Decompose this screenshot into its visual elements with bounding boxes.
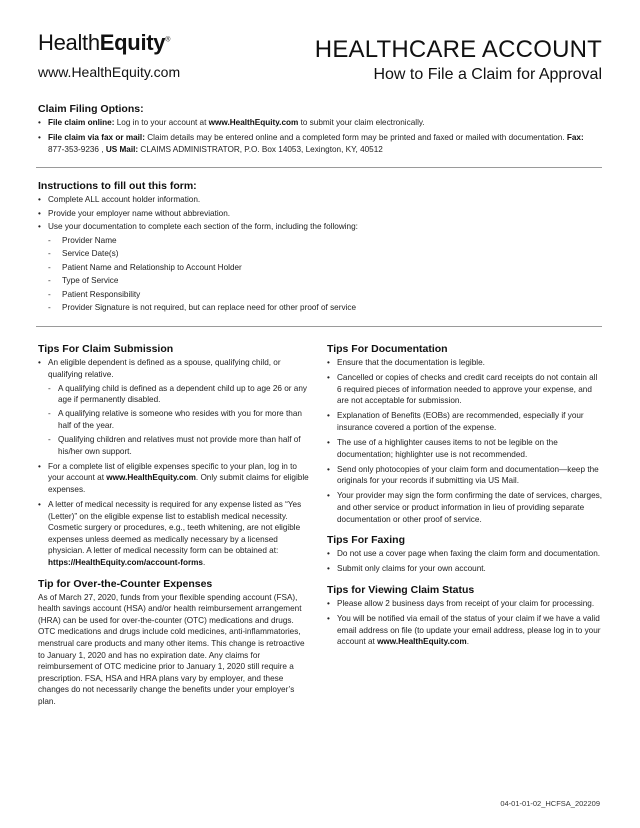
left-column xyxy=(38,343,310,708)
list-item: • A letter of medical necessity is required for any expense listed as “Yes (Letter)” on the eligible expense list to establish medical necessity. Cosmetic surgery or procedures, e.g., teeth whitening, are not eligible expenses unless deemed as medically necessary by a licensed physician. A letter of medical necessity form can be obtained at: https://HealthEquity.com/account-forms. xyxy=(38,499,310,569)
list-item: • Complete ALL account holder information. xyxy=(38,193,598,207)
page-subtitle: How to File a Claim for Approval xyxy=(373,66,602,83)
status-link: www.HealthEquity.com xyxy=(377,637,467,647)
claim-options-heading: Claim Filing Options: xyxy=(38,103,144,115)
list-item: • Send only photocopies of your claim form and documentation—keep the originals for your records if submitting via US Mail. xyxy=(327,464,602,487)
tips-fax-heading: Tips For Faxing xyxy=(327,534,405,547)
form-code: 04-01-01-02_HCFSA_202209 xyxy=(500,799,600,808)
fax-number: 877-353-9236 , xyxy=(48,144,104,154)
list-item: • Do not use a cover page when faxing the claim form and documentation. xyxy=(327,548,602,560)
field-item: - Provider Signature is not required, but can replace need for other proof of service xyxy=(38,301,598,315)
list-item: - A qualifying child is defined as a dependent child up to age 26 or any age if permanently disabled. xyxy=(38,383,310,406)
account-forms-link: https://HealthEquity.com/account-forms xyxy=(48,558,203,567)
tips-docs-heading: Tips For Documentation xyxy=(327,343,448,355)
instructions-section xyxy=(38,180,598,315)
field-item: - Service Date(s) xyxy=(38,247,598,261)
tips-status-heading: Tips for Viewing Claim Status xyxy=(327,583,475,596)
file-fax-mail-item: • File claim via fax or mail: Claim details may be entered online and a completed form may be printed and faxed or mailed with documentation. Fax: 877-353-9236 , US Mail: CLAIMS ADMINISTRATOR, P.O. Box 14053, Lexington, KY, 40512 xyxy=(38,132,598,155)
list-item: • The use of a highlighter causes items to not be legible on the documentation; highlighter use is not recommended. xyxy=(327,437,602,460)
mail-address: CLAIMS ADMINISTRATOR, P.O. Box 14053, Lexington, KY, 40512 xyxy=(140,144,383,154)
list-item: • For a complete list of eligible expenses specific to your plan, log in to your account at www.HealthEquity.com. Only submit claims for eligible expenses. xyxy=(38,461,310,496)
field-item: - Provider Name xyxy=(38,234,598,248)
file-online-item: • File claim online: Log in to your account at www.HealthEquity.com to submit your claim electronically. xyxy=(38,117,598,129)
tips-otc-heading: Tip for Over-the-Counter Expenses xyxy=(38,577,213,590)
tips-claim-heading: Tips For Claim Submission xyxy=(38,343,174,355)
otc-paragraph: As of March 27, 2020, funds from your flexible spending account (FSA), health savings account (HSA) and/or health reimbursement arrangement (HRA) can be used for over-the-counter (OTC) medications and drugs. OTC medications and drugs include cold medicines, anti-inflammatories, menstrual care products and many other items. This change is retroactive to January 1, 2020 and has no expiration date. Any claims for reimbursement of OTC medicine prior to January 1, 2020 still require a prescription. FSA, HSA and HRA plans vary by employer, and these changes do not necessarily change the benefits under your employer’s plan. xyxy=(38,592,305,706)
eligible-expenses-link: www.HealthEquity.com xyxy=(106,473,196,483)
list-item: • Submit only claims for your own account. xyxy=(327,563,602,575)
field-item: - Type of Service xyxy=(38,274,598,288)
logo-light-text: Health xyxy=(38,30,100,55)
list-item: - A qualifying relative is someone who resides with you for more than half of the year. xyxy=(38,408,310,431)
list-item: - Qualifying children and relatives must not provide more than half of his/her own support. xyxy=(38,434,310,457)
section-divider xyxy=(36,167,602,168)
page-title: HEALTHCARE ACCOUNT xyxy=(314,36,602,63)
field-item: - Patient Name and Relationship to Account Holder xyxy=(38,261,598,275)
section-divider xyxy=(36,326,602,327)
list-item: • Use your documentation to complete each section of the form, including the following: xyxy=(38,220,598,234)
list-item: • Please allow 2 business days from receipt of your claim for processing. xyxy=(327,598,602,610)
website-url: www.HealthEquity.com xyxy=(38,64,181,80)
list-item: • You will be notified via email of the status of your claim if we have a valid email address on file (to update your email address, please log in to your account at www.HealthEquity.com. xyxy=(327,613,602,648)
list-item: • Explanation of Benefits (EOBs) are recommended, especially if your insurance covered a portion of the expense. xyxy=(327,410,602,433)
claim-filing-options xyxy=(38,103,598,155)
list-item: • An eligible dependent is defined as a spouse, qualifying child, or qualifying relative. xyxy=(38,357,310,380)
right-column xyxy=(327,343,602,648)
list-item: • Cancelled or copies of checks and credit card receipts do not contain all 6 required pieces of information needed to approve your expense, and are not acceptable for submission. xyxy=(327,372,602,407)
online-link: www.HealthEquity.com xyxy=(208,118,299,127)
list-item: • Provide your employer name without abbreviation. xyxy=(38,207,598,221)
logo-bold-text: Equity xyxy=(99,30,166,55)
instructions-heading: Instructions to fill out this form: xyxy=(38,180,197,192)
list-item: • Your provider may sign the form confirming the date of services, charges, and other service or product information in lieu of providing separate documentation or other proof of service. xyxy=(327,490,602,525)
logo-registered-mark: ® xyxy=(165,36,171,44)
list-item: • Ensure that the documentation is legible. xyxy=(327,357,602,369)
healthequity-logo xyxy=(38,30,170,56)
field-item: - Patient Responsibility xyxy=(38,288,598,302)
